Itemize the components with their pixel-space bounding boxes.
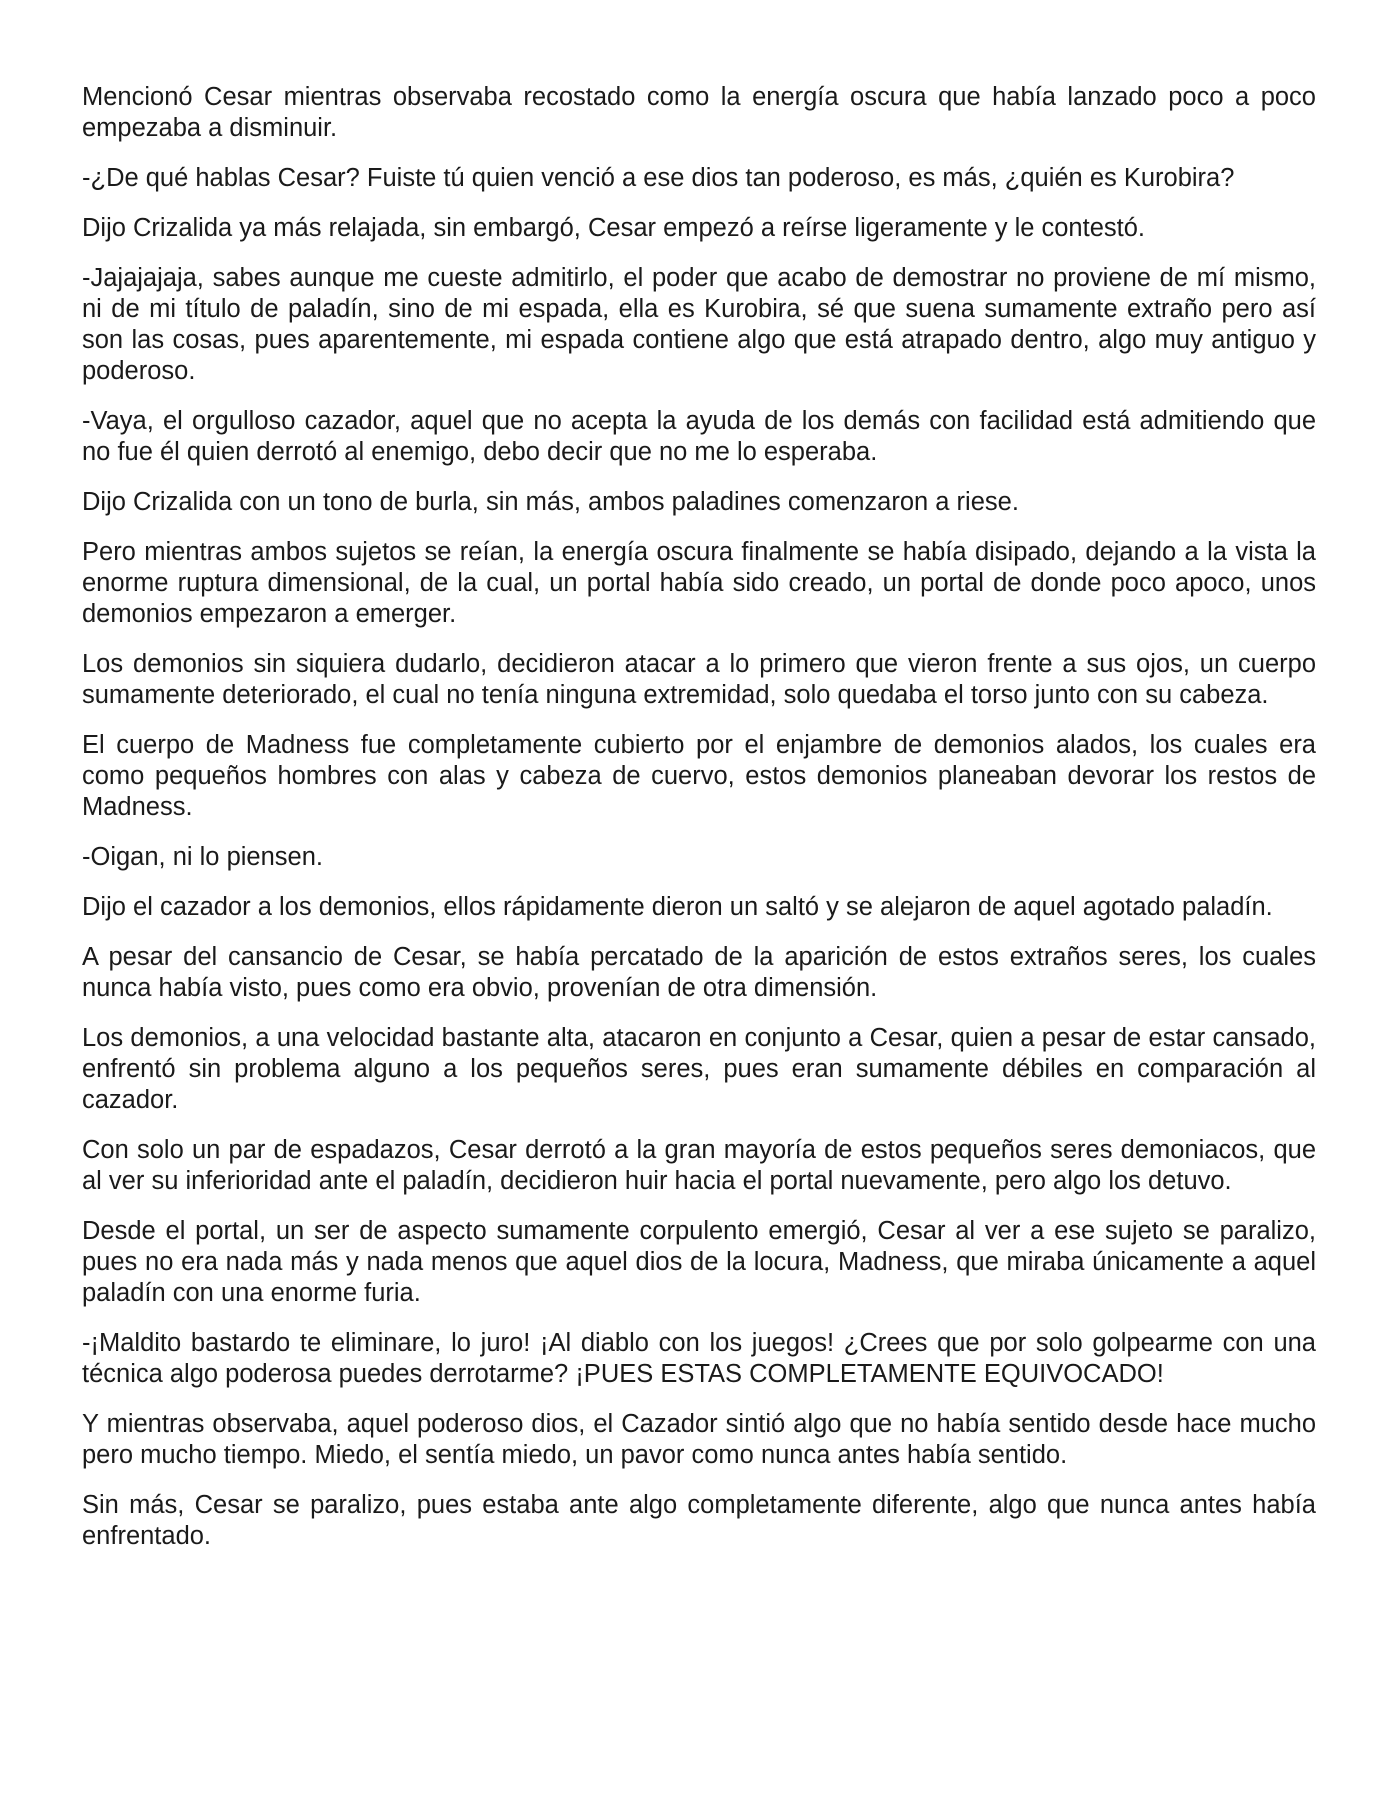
paragraph: Los demonios sin siquiera dudarlo, decidieron atacar a lo primero que vieron frente a sus ojos, un cuerpo sumamente deteriorado, el cual no tenía ninguna extremidad, solo quedaba el torso junto con su cabeza.: [82, 650, 1316, 709]
paragraph: Desde el portal, un ser de aspecto sumamente corpulento emergió, Cesar al ver a ese sujeto se paralizo, pues no era nada más y nada menos que aquel dios de la locura, Madness, que miraba únicamente a aquel paladín con una enorme furia.: [82, 1217, 1316, 1307]
paragraph: Pero mientras ambos sujetos se reían, la energía oscura finalmente se había disipado, dejando a la vista la enorme ruptura dimensional, de la cual, un portal había sido creado, un portal de donde poco apoco, unos demonios empezaron a emerger.: [82, 538, 1316, 628]
paragraph: -¿De qué hablas Cesar? Fuiste tú quien venció a ese dios tan poderoso, es más, ¿quién es Kurobira?: [82, 164, 1235, 192]
paragraph: -Jajajajaja, sabes aunque me cueste admitirlo, el poder que acabo de demostrar no proviene de mí mismo, ni de mi título de paladín, sino de mi espada, ella es Kurobira, sé que suena sumamente extraño pero así son las cosas, pues aparentemente, mi espada contiene algo que está atrapado dentro, algo muy antiguo y poderoso.: [82, 264, 1316, 385]
paragraph: Los demonios, a una velocidad bastante alta, atacaron en conjunto a Cesar, quien a pesar de estar cansado, enfrentó sin problema alguno a los pequeños seres, pues eran sumamente débiles en comparación al cazador.: [82, 1024, 1316, 1114]
document-page: [82, 82, 1316, 1571]
paragraph: A pesar del cansancio de Cesar, se había percatado de la aparición de estos extraños seres, los cuales nunca había visto, pues como era obvio, provenían de otra dimensión.: [82, 943, 1316, 1002]
paragraph: Con solo un par de espadazos, Cesar derrotó a la gran mayoría de estos pequeños seres demoniacos, que al ver su inferioridad ante el paladín, decidieron huir hacia el portal nuevamente, pero algo los detuvo.: [82, 1136, 1316, 1195]
paragraph: -¡Maldito bastardo te eliminare, lo juro! ¡Al diablo con los juegos! ¿Crees que por solo golpearme con una técnica algo poderosa puedes derrotarme? ¡PUES ESTAS COMPLETAMENTE EQUIVOCADO!: [82, 1329, 1316, 1388]
paragraph: El cuerpo de Madness fue completamente cubierto por el enjambre de demonios alados, los cuales era como pequeños hombres con alas y cabeza de cuervo, estos demonios planeaban devorar los restos de Madness.: [82, 731, 1316, 821]
paragraph: Dijo Crizalida ya más relajada, sin embargó, Cesar empezó a reírse ligeramente y le contestó.: [82, 214, 1145, 242]
paragraph: Dijo Crizalida con un tono de burla, sin más, ambos paladines comenzaron a riese.: [82, 488, 1019, 516]
paragraph: -Oigan, ni lo piensen.: [82, 843, 323, 871]
paragraph: Mencionó Cesar mientras observaba recostado como la energía oscura que había lanzado poco a poco empezaba a disminuir.: [82, 83, 1316, 142]
paragraph: -Vaya, el orgulloso cazador, aquel que no acepta la ayuda de los demás con facilidad está admitiendo que no fue él quien derrotó al enemigo, debo decir que no me lo esperaba.: [82, 407, 1316, 466]
paragraph: Y mientras observaba, aquel poderoso dios, el Cazador sintió algo que no había sentido desde hace mucho pero mucho tiempo. Miedo, el sentía miedo, un pavor como nunca antes había sentido.: [82, 1410, 1316, 1469]
paragraph: Dijo el cazador a los demonios, ellos rápidamente dieron un saltó y se alejaron de aquel agotado paladín.: [82, 893, 1273, 921]
paragraph: Sin más, Cesar se paralizo, pues estaba ante algo completamente diferente, algo que nunca antes había enfrentado.: [82, 1491, 1316, 1550]
